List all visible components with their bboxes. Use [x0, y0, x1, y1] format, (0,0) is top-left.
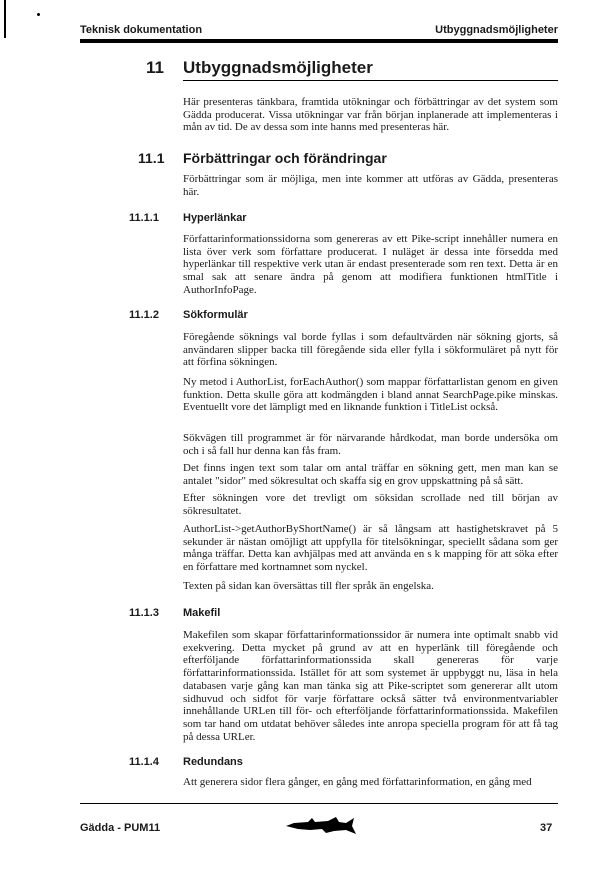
section-number: 11.1.4 [129, 756, 159, 768]
section-text-11-1: Förbättringar som är möjliga, men inte kommer att utföras av Gädda, presenteras här. [183, 173, 558, 198]
header-left: Teknisk dokumentation [80, 24, 203, 36]
chapter-heading [80, 58, 558, 82]
chapter-number: 11 [146, 58, 164, 77]
chapter-intro: Här presenteras tänkbara, framtida utökningar och förbättringar av det system som Gädda producerat. Vissa utökningar var från början inplanerade att implementeras i mån av tid. De av dessa som inte hanns med presenteras här. [183, 96, 558, 134]
section-text-11-1-1: Författarinformationssidorna som genereras av ett Pike-script innehåller numera en lista över verk som författare producerat. I nuläget är dessa inte försedda med hyperlänkar till respektive verk utan är endast presenterade som ren text. Detta är en smal sak att senare ändra på genom att modifiera funktionen htmlTitle i AuthorInfoPage. [183, 233, 558, 296]
running-header [80, 24, 558, 38]
footer-left: Gädda - PUM11 [80, 822, 161, 834]
paragraph: Texten på sidan kan översättas till fler språk än engelska. [183, 580, 434, 592]
paragraph: Sökvägen till programmet är för närvarande hårdkodat, man borde undersöka om och i så fall hur denna kan fås fram. [183, 432, 558, 457]
section-title: Makefil [183, 607, 221, 619]
paragraph: Ny metod i AuthorList, forEachAuthor() som mappar författarlistan genom en given funktion. Detta skulle göra att kodmängden i bland annat SearchPage.pike minskas. Eventuellt vore det lämpligt med en liknande funktion i TitleList också. [183, 376, 558, 414]
margin-bar [4, 0, 6, 38]
paragraph: Det finns ingen text som talar om antal träffar en sökning gett, men man kan se antalet "sidor" med sökresultat och skaffa sig en grov uppskattning på så sätt. [183, 462, 558, 487]
section-title: Hyperlänkar [183, 212, 247, 224]
header-rule [80, 39, 558, 43]
pike-fish-logo-icon [284, 815, 358, 837]
section-title: Redundans [183, 756, 243, 768]
section-number: 11.1.1 [129, 212, 159, 224]
paragraph: Föregående söknings val borde fyllas i som defaultvärden när sökning gjorts, så användaren slipper backa till föregående sida eller fylla i sökformuläret på nytt för att förfina sökningen. [183, 331, 558, 369]
margin-dot [37, 13, 40, 16]
paragraph: AuthorList->getAuthorByShortName() är så långsam att hastighetskravet på 5 sekunder är nästan omöjligt att uppfylla för titelsökningar, speciellt sådana som ger många träffar. Detta kan avhjälpas med att använda en s k mapping för att söka efter en författare med kortnamnet som nyckel. [183, 523, 558, 574]
paragraph: Efter sökningen vore det trevligt om söksidan scrollade ned till början av sökresultatet. [183, 492, 558, 517]
section-number: 11.1 [138, 150, 165, 166]
section-number: 11.1.3 [129, 607, 159, 619]
section-title: Förbättringar och förändringar [183, 150, 387, 166]
page-number: 37 [540, 822, 553, 834]
section-number: 11.1.2 [129, 309, 159, 321]
section-text-11-1-4: Att generera sidor flera gånger, en gång med författarinformation, en gång med [183, 776, 532, 788]
footer-rule [80, 803, 558, 804]
header-right: Utbyggnadsmöjligheter [435, 24, 558, 36]
chapter-rule [183, 80, 558, 81]
chapter-title: Utbyggnadsmöjligheter [183, 58, 373, 77]
section-text-11-1-3: Makefilen som skapar författarinformationssidor är numera inte optimalt snabb vid exekvering. Detta mycket på grund av att en hyperlänk till föregående och efterföljande författarinformationssida skall genereras för varje författarinformationssida. Istället för att som systemet är uppbyggt nu, läsa in hela databasen varje gång kan man tänka sig att Pike-scriptet som genererar allt utom sidhuvud och sidfot för varje författare också sätter två environmentvariabler innehållande URLen till för- och efterföljande författarinformationssida. Makefilen som tar hand om utdatat behöver således inte anropa speciella program för att få tag på dessa URLer. [183, 629, 558, 743]
section-title: Sökformulär [183, 309, 248, 321]
